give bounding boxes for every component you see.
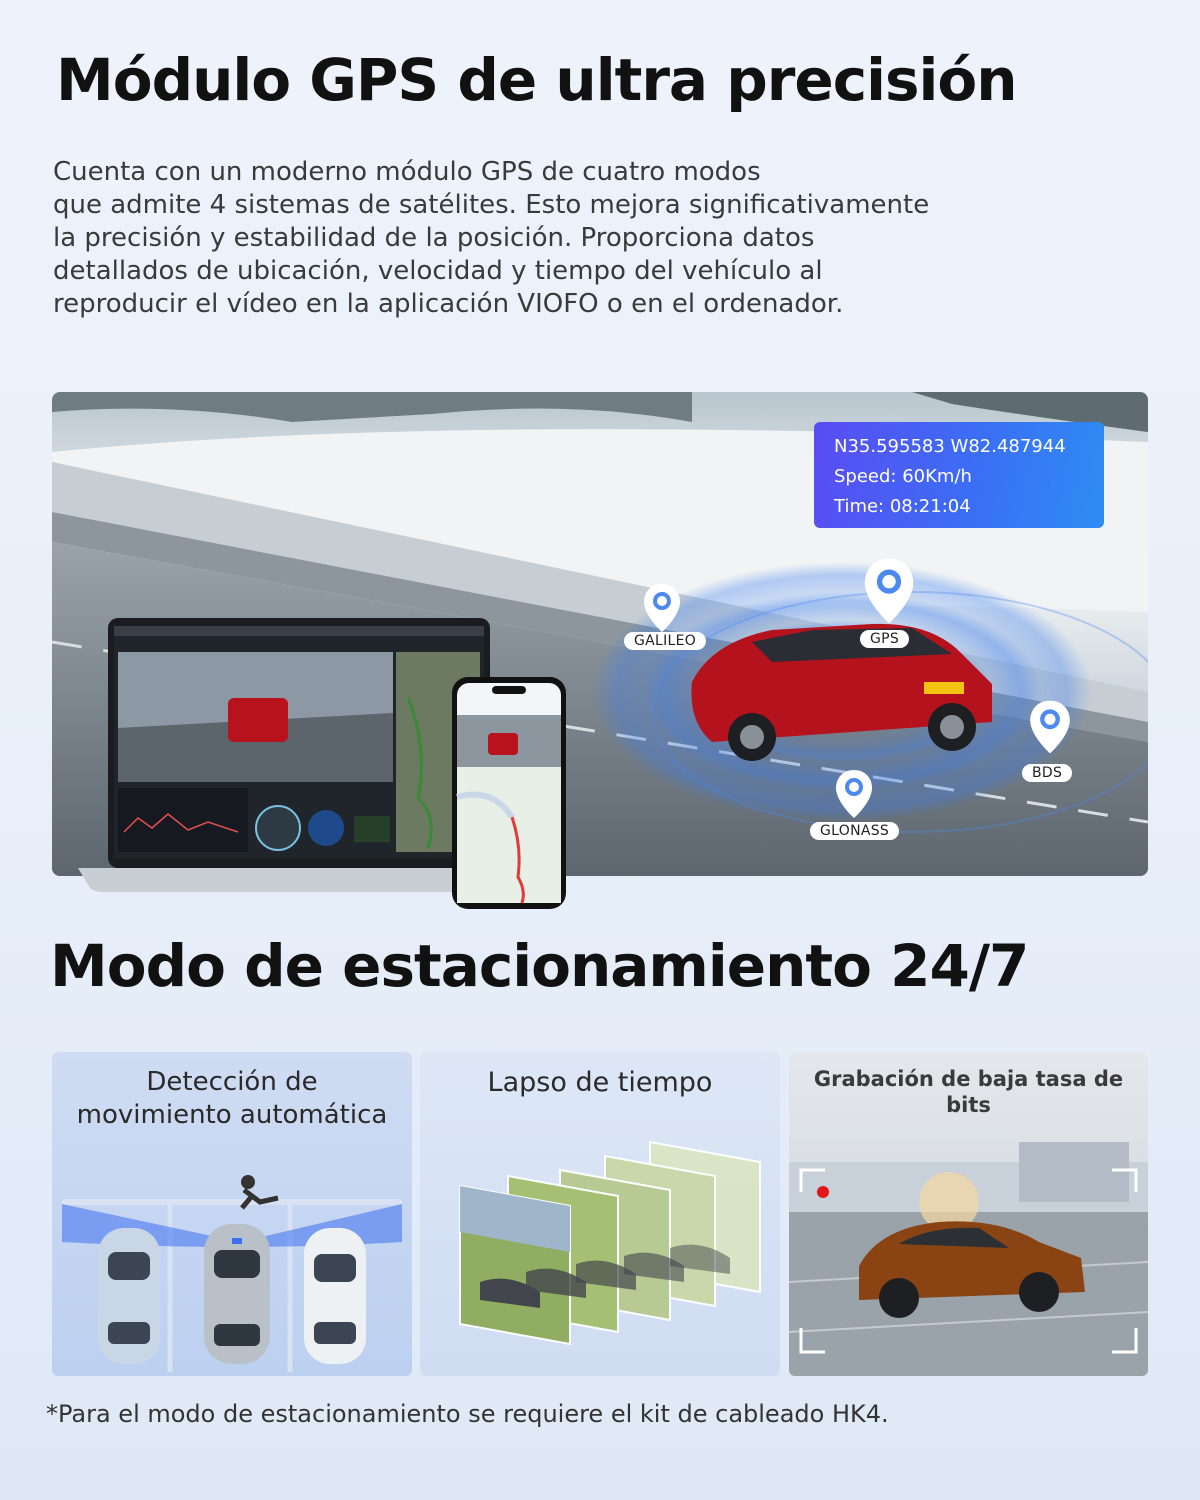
parked-car [98, 1228, 160, 1364]
feature-title [52, 1066, 412, 1132]
gps-description-line: la precisión y estabilidad de la posición. Proporciona datos [53, 223, 815, 253]
gps-description-line: reproducir el vídeo en la aplicación VIOFO o en el ordenador. [53, 289, 844, 319]
location-pin-icon [1028, 698, 1072, 756]
gps-section-title: Módulo GPS de ultra precisión [56, 46, 1017, 114]
gps-description [53, 156, 1013, 321]
time-lapse-frames-illustration [420, 1052, 780, 1376]
gps-time: Time: 08:21:04 [834, 496, 971, 517]
feature-title [420, 1066, 780, 1099]
gps-info-box [814, 422, 1104, 528]
satellite-label-bds: BDS [1022, 764, 1072, 782]
location-pin-icon [862, 556, 916, 626]
feature-card-low-bitrate [789, 1052, 1148, 1376]
gps-speed: Speed: 60Km/h [834, 466, 972, 487]
feature-card-motion-detection [52, 1052, 412, 1376]
location-pin-icon [642, 582, 682, 634]
laptop-icon [78, 618, 494, 892]
parking-section-title: Modo de estacionamiento 24/7 [50, 932, 1029, 1000]
feature-title-line: bits [946, 1093, 991, 1117]
gps-description-line: que admite 4 sistemas de satélites. Esto mejora significativamente [53, 190, 930, 220]
satellite-label-glonass: GLONASS [810, 822, 899, 840]
feature-title-line: Grabación de baja tasa de [813, 1067, 1124, 1091]
parked-car [304, 1228, 366, 1364]
feature-card-time-lapse [420, 1052, 780, 1376]
satellite-label-gps: GPS [860, 630, 909, 648]
smartphone-icon [452, 677, 566, 909]
feature-title [789, 1066, 1148, 1118]
parked-car [204, 1224, 270, 1364]
location-pin-icon [834, 768, 874, 820]
gps-description-line: Cuenta con un moderno módulo GPS de cuatro modos [53, 157, 761, 187]
gps-coordinates: N35.595583 W82.487944 [834, 436, 1066, 457]
feature-title-line: Detección de [146, 1067, 318, 1097]
recording-dot-icon [817, 1186, 829, 1198]
feature-title-line: movimiento automática [76, 1100, 388, 1130]
footnote: *Para el modo de estacionamiento se requiere el kit de cableado HK4. [46, 1400, 889, 1428]
feature-title-line: Lapso de tiempo [487, 1067, 713, 1098]
satellite-label-galileo: GALILEO [624, 632, 706, 650]
gps-description-line: detallados de ubicación, velocidad y tiempo del vehículo al [53, 256, 823, 286]
